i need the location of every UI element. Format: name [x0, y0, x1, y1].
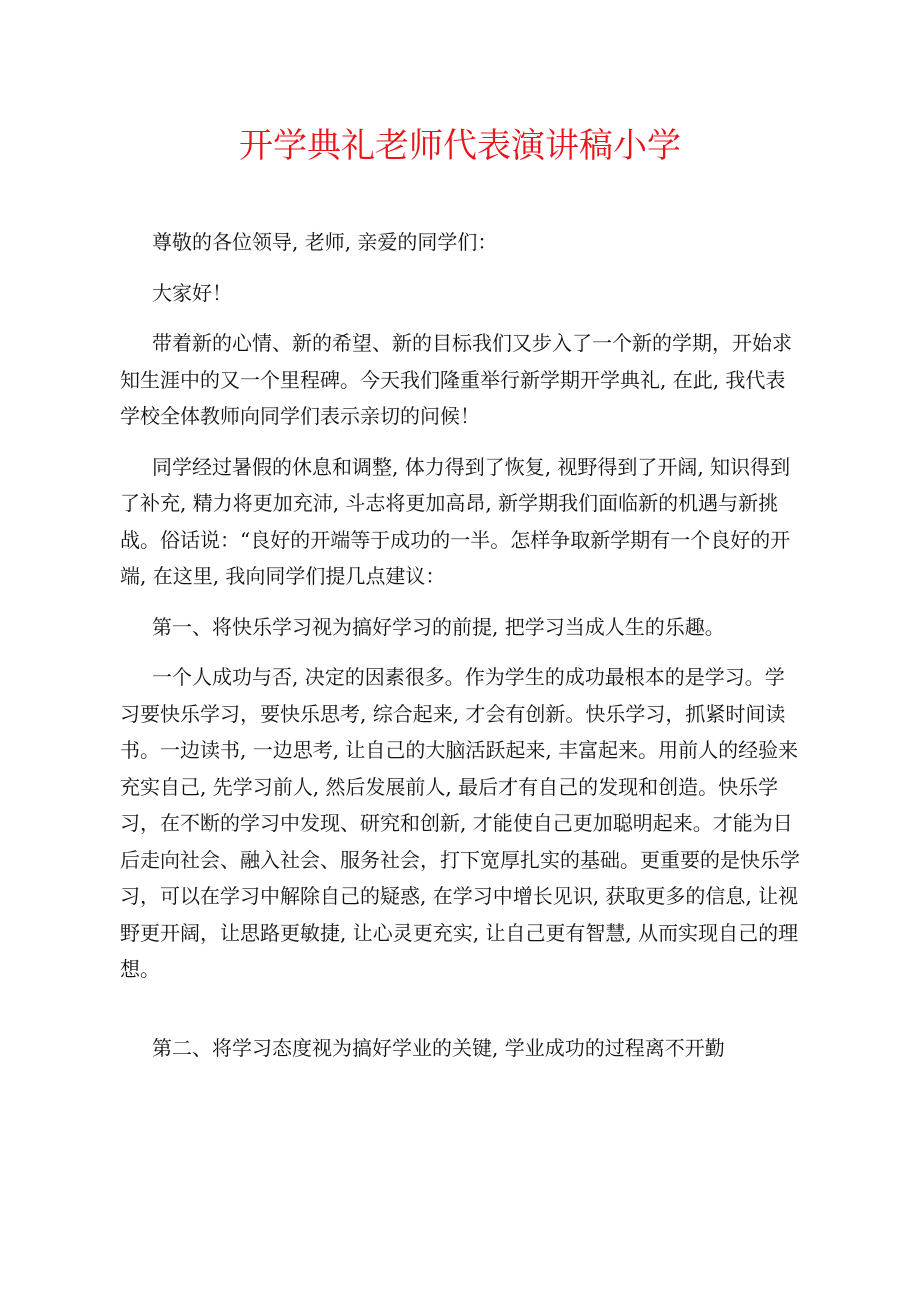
point-two-heading: 第二、将学习态度视为搞好学业的关键, 学业成功的过程离不开勤 — [152, 1035, 725, 1060]
salutation-paragraph: 尊敬的各位领导, 老师, 亲爱的同学们： — [152, 230, 498, 254]
document-title: 开学典礼老师代表演讲稿小学 — [239, 126, 681, 166]
point-one-heading: 第一、将快乐学习视为搞好学习的前提, 把学习当成人生的乐趣。 — [152, 614, 725, 639]
document-body — [120, 224, 800, 1080]
greeting-paragraph: 大家好！ — [152, 280, 232, 305]
summer-paragraph: 同学经过暑假的休息和调整, 体力得到了恢复, 视野得到了开阔, 知识得到了补充, 精力将更加充沛, 斗志将更加高昂, 新学期我们面临新的机遇与新挑战。俗话说：“良好的开端等于成功的一半。怎样争取新学期有一个良好的开端, 在这里, 我向同学们提几点建议： — [120, 454, 791, 588]
opening-paragraph: 带着新的心情、新的希望、新的目标我们又步入了一个新的学期，开始求知生涯中的又一个里程碑。今天我们隆重举行新学期开学典礼, 在此, 我代表学校全体教师向同学们表示亲切的问候！ — [120, 331, 792, 428]
point-one-paragraph: 一个人成功与否, 决定的因素很多。作为学生的成功最根本的是学习。学习要快乐学习，要快乐思考, 综合起来, 才会有创新。快乐学习，抓紧时间读书。一边读书, 一边思考, 让自己的大脑活跃起来, 丰富起来。用前人的经验来充实自己, 先学习前人, 然后发展前人, 最后才有自己的发现和创造。快乐学习，在不断的学习中发现、研究和创新, 才能使自己更加聪明起来。才能为日后走向社会、融入社会、服务社会，打下宽厚扎实的基础。更重要的是快乐学习，可以在学习中解除自己的疑惑, 在学习中增长见识, 获取更多的信息, 让视野更开阔，让思路更敏捷, 让心灵更充实, 让自己更有智慧, 从而实现自己的理想。 — [120, 665, 800, 981]
